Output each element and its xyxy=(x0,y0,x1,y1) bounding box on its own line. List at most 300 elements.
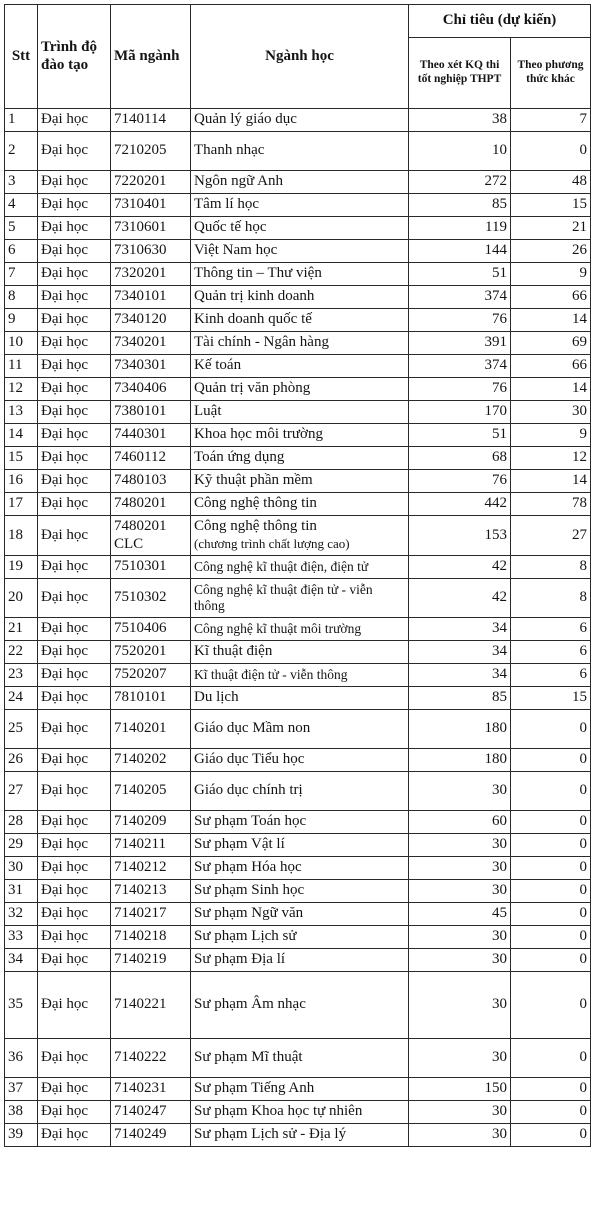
cell-quota-thpt: 144 xyxy=(409,240,511,263)
cell-code: 7510301 xyxy=(111,556,191,579)
table-row xyxy=(5,972,591,1039)
cell-code: 7140218 xyxy=(111,926,191,949)
cell-level: Đại học xyxy=(38,1039,111,1078)
cell-stt: 25 xyxy=(5,710,38,749)
table-row xyxy=(5,171,591,194)
cell-level: Đại học xyxy=(38,664,111,687)
cell-level: Đại học xyxy=(38,1124,111,1147)
cell-code: 7510302 xyxy=(111,579,191,618)
cell-level: Đại học xyxy=(38,618,111,641)
cell-major xyxy=(191,880,409,903)
cell-quota-thpt: 153 xyxy=(409,516,511,556)
cell-level: Đại học xyxy=(38,579,111,618)
cell-major xyxy=(191,710,409,749)
major-name: Sư phạm Địa lí xyxy=(194,951,286,968)
cell-stt: 10 xyxy=(5,332,38,355)
major-name: Sư phạm Vật lí xyxy=(194,836,285,853)
cell-code: 7480201 CLC xyxy=(111,516,191,556)
cell-code: 7140114 xyxy=(111,109,191,132)
cell-stt: 7 xyxy=(5,263,38,286)
cell-quota-other: 0 xyxy=(511,857,591,880)
cell-stt: 17 xyxy=(5,493,38,516)
cell-major xyxy=(191,447,409,470)
cell-quota-thpt: 30 xyxy=(409,1124,511,1147)
table-row xyxy=(5,493,591,516)
cell-level: Đại học xyxy=(38,286,111,309)
cell-code: 7140209 xyxy=(111,811,191,834)
cell-major xyxy=(191,401,409,424)
major-name: Công nghệ thông tin xyxy=(194,518,317,535)
cell-level: Đại học xyxy=(38,880,111,903)
table-row xyxy=(5,1039,591,1078)
cell-code: 7140213 xyxy=(111,880,191,903)
major-name: Công nghệ kĩ thuật điện, điện tử xyxy=(194,559,369,575)
major-name: Khoa học môi trường xyxy=(194,426,323,443)
cell-major xyxy=(191,903,409,926)
table-row xyxy=(5,641,591,664)
cell-code: 7210205 xyxy=(111,132,191,171)
cell-major xyxy=(191,556,409,579)
cell-stt: 9 xyxy=(5,309,38,332)
table-row xyxy=(5,1101,591,1124)
cell-quota-thpt: 10 xyxy=(409,132,511,171)
cell-quota-thpt: 34 xyxy=(409,618,511,641)
cell-quota-thpt: 30 xyxy=(409,834,511,857)
major-name: Quản trị văn phòng xyxy=(194,380,311,397)
cell-quota-thpt: 374 xyxy=(409,355,511,378)
header-quota-thpt: Theo xét KQ thi tốt nghiệp THPT xyxy=(409,38,511,109)
cell-code: 7480103 xyxy=(111,470,191,493)
cell-major xyxy=(191,687,409,710)
cell-quota-other: 0 xyxy=(511,132,591,171)
cell-level: Đại học xyxy=(38,516,111,556)
cell-stt: 1 xyxy=(5,109,38,132)
cell-major xyxy=(191,618,409,641)
cell-level: Đại học xyxy=(38,378,111,401)
cell-stt: 5 xyxy=(5,217,38,240)
cell-quota-thpt: 30 xyxy=(409,857,511,880)
cell-level: Đại học xyxy=(38,401,111,424)
cell-major xyxy=(191,171,409,194)
cell-code: 7140217 xyxy=(111,903,191,926)
table-row xyxy=(5,811,591,834)
cell-level: Đại học xyxy=(38,447,111,470)
cell-quota-thpt: 150 xyxy=(409,1078,511,1101)
cell-quota-thpt: 30 xyxy=(409,949,511,972)
cell-quota-thpt: 60 xyxy=(409,811,511,834)
cell-code: 7140219 xyxy=(111,949,191,972)
cell-quota-other: 15 xyxy=(511,687,591,710)
table-row xyxy=(5,1124,591,1147)
cell-code: 7140212 xyxy=(111,857,191,880)
cell-major xyxy=(191,355,409,378)
table-row xyxy=(5,880,591,903)
cell-code: 7520201 xyxy=(111,641,191,664)
cell-stt: 37 xyxy=(5,1078,38,1101)
major-name: Quản trị kinh doanh xyxy=(194,288,315,305)
cell-major xyxy=(191,516,409,556)
cell-code: 7140201 xyxy=(111,710,191,749)
table-row xyxy=(5,355,591,378)
cell-code: 7140221 xyxy=(111,972,191,1039)
cell-code: 7140222 xyxy=(111,1039,191,1078)
cell-quota-other: 30 xyxy=(511,401,591,424)
major-name: Toán ứng dụng xyxy=(194,449,285,466)
cell-quota-thpt: 30 xyxy=(409,1101,511,1124)
cell-major xyxy=(191,926,409,949)
table-header xyxy=(5,5,591,109)
major-name: Du lịch xyxy=(194,689,239,706)
major-name: Tâm lí học xyxy=(194,196,259,213)
cell-code: 7340301 xyxy=(111,355,191,378)
cell-level: Đại học xyxy=(38,834,111,857)
cell-major xyxy=(191,493,409,516)
cell-level: Đại học xyxy=(38,332,111,355)
table-row xyxy=(5,194,591,217)
cell-major xyxy=(191,309,409,332)
cell-level: Đại học xyxy=(38,171,111,194)
cell-quota-other: 7 xyxy=(511,109,591,132)
cell-quota-other: 9 xyxy=(511,424,591,447)
cell-major xyxy=(191,641,409,664)
cell-quota-thpt: 85 xyxy=(409,194,511,217)
cell-quota-other: 78 xyxy=(511,493,591,516)
cell-code: 7440301 xyxy=(111,424,191,447)
major-name: Việt Nam học xyxy=(194,242,278,259)
cell-quota-other: 0 xyxy=(511,949,591,972)
cell-level: Đại học xyxy=(38,949,111,972)
major-name: Sư phạm Tiếng Anh xyxy=(194,1080,315,1097)
cell-major xyxy=(191,1101,409,1124)
cell-major xyxy=(191,811,409,834)
major-name: Kĩ thuật điện tử - viễn thông xyxy=(194,667,348,683)
cell-quota-thpt: 42 xyxy=(409,579,511,618)
major-name: Thông tin – Thư viện xyxy=(194,265,322,282)
table-row xyxy=(5,949,591,972)
major-name: Sư phạm Toán học xyxy=(194,813,307,830)
major-name: Công nghệ kĩ thuật môi trường xyxy=(194,621,362,637)
cell-level: Đại học xyxy=(38,903,111,926)
major-name: Sư phạm Âm nhạc xyxy=(194,996,306,1013)
cell-major xyxy=(191,579,409,618)
cell-level: Đại học xyxy=(38,772,111,811)
cell-quota-thpt: 42 xyxy=(409,556,511,579)
cell-stt: 36 xyxy=(5,1039,38,1078)
table-row xyxy=(5,447,591,470)
cell-major xyxy=(191,240,409,263)
cell-code: 7340101 xyxy=(111,286,191,309)
cell-quota-other: 14 xyxy=(511,309,591,332)
cell-stt: 24 xyxy=(5,687,38,710)
cell-quota-other: 9 xyxy=(511,263,591,286)
cell-quota-thpt: 442 xyxy=(409,493,511,516)
major-note: (chương trình chất lượng cao) xyxy=(194,535,350,551)
cell-level: Đại học xyxy=(38,109,111,132)
cell-quota-thpt: 85 xyxy=(409,687,511,710)
cell-quota-thpt: 272 xyxy=(409,171,511,194)
cell-stt: 14 xyxy=(5,424,38,447)
cell-code: 7810101 xyxy=(111,687,191,710)
cell-quota-other: 21 xyxy=(511,217,591,240)
major-name: Quốc tế học xyxy=(194,219,267,236)
table-row xyxy=(5,903,591,926)
cell-stt: 21 xyxy=(5,618,38,641)
cell-quota-other: 0 xyxy=(511,834,591,857)
cell-quota-other: 0 xyxy=(511,811,591,834)
major-name: Sư phạm Khoa học tự nhiên xyxy=(194,1103,363,1120)
cell-code: 7140231 xyxy=(111,1078,191,1101)
cell-level: Đại học xyxy=(38,926,111,949)
cell-level: Đại học xyxy=(38,972,111,1039)
cell-level: Đại học xyxy=(38,749,111,772)
cell-quota-other: 0 xyxy=(511,749,591,772)
cell-quota-other: 0 xyxy=(511,1101,591,1124)
cell-quota-thpt: 30 xyxy=(409,1039,511,1078)
cell-quota-thpt: 51 xyxy=(409,263,511,286)
cell-quota-other: 6 xyxy=(511,618,591,641)
cell-major xyxy=(191,834,409,857)
table-body xyxy=(5,109,591,1147)
cell-quota-other: 0 xyxy=(511,710,591,749)
cell-stt: 31 xyxy=(5,880,38,903)
cell-stt: 26 xyxy=(5,749,38,772)
cell-level: Đại học xyxy=(38,240,111,263)
table-row xyxy=(5,1078,591,1101)
cell-quota-other: 0 xyxy=(511,903,591,926)
major-name: Giáo dục Mầm non xyxy=(194,720,311,737)
cell-quota-thpt: 180 xyxy=(409,749,511,772)
cell-major xyxy=(191,194,409,217)
major-name: Kế toán xyxy=(194,357,242,374)
cell-quota-thpt: 34 xyxy=(409,641,511,664)
cell-level: Đại học xyxy=(38,687,111,710)
cell-major xyxy=(191,424,409,447)
major-name: Kĩ thuật điện xyxy=(194,643,273,660)
cell-quota-other: 8 xyxy=(511,556,591,579)
cell-major xyxy=(191,332,409,355)
cell-stt: 35 xyxy=(5,972,38,1039)
cell-code: 7460112 xyxy=(111,447,191,470)
cell-quota-thpt: 374 xyxy=(409,286,511,309)
cell-major xyxy=(191,217,409,240)
cell-level: Đại học xyxy=(38,263,111,286)
table-row xyxy=(5,286,591,309)
cell-level: Đại học xyxy=(38,641,111,664)
cell-major xyxy=(191,1039,409,1078)
cell-stt: 4 xyxy=(5,194,38,217)
cell-quota-other: 26 xyxy=(511,240,591,263)
cell-major xyxy=(191,857,409,880)
table-row xyxy=(5,556,591,579)
cell-stt: 39 xyxy=(5,1124,38,1147)
cell-stt: 6 xyxy=(5,240,38,263)
table-row xyxy=(5,309,591,332)
cell-stt: 22 xyxy=(5,641,38,664)
table-row xyxy=(5,470,591,493)
table-row xyxy=(5,772,591,811)
cell-major xyxy=(191,132,409,171)
cell-major xyxy=(191,378,409,401)
cell-code: 7140211 xyxy=(111,834,191,857)
cell-major xyxy=(191,1124,409,1147)
major-name: Thanh nhạc xyxy=(194,142,265,159)
cell-quota-thpt: 76 xyxy=(409,309,511,332)
cell-level: Đại học xyxy=(38,217,111,240)
major-name: Quản lý giáo dục xyxy=(194,111,297,128)
cell-quota-other: 0 xyxy=(511,972,591,1039)
cell-quota-thpt: 180 xyxy=(409,710,511,749)
cell-code: 7220201 xyxy=(111,171,191,194)
table-row xyxy=(5,132,591,171)
cell-code: 7510406 xyxy=(111,618,191,641)
cell-code: 7310630 xyxy=(111,240,191,263)
cell-major xyxy=(191,949,409,972)
cell-code: 7340406 xyxy=(111,378,191,401)
cell-code: 7140205 xyxy=(111,772,191,811)
major-name: Sư phạm Lịch sử xyxy=(194,928,297,945)
cell-major xyxy=(191,109,409,132)
cell-major xyxy=(191,263,409,286)
cell-stt: 16 xyxy=(5,470,38,493)
table-row xyxy=(5,926,591,949)
cell-major xyxy=(191,972,409,1039)
cell-quota-other: 6 xyxy=(511,664,591,687)
major-name: Công nghệ kĩ thuật điện tử - viễn thông xyxy=(194,582,373,613)
cell-quota-other: 8 xyxy=(511,579,591,618)
cell-quota-thpt: 119 xyxy=(409,217,511,240)
table-row xyxy=(5,687,591,710)
cell-quota-other: 0 xyxy=(511,772,591,811)
cell-level: Đại học xyxy=(38,309,111,332)
cell-level: Đại học xyxy=(38,132,111,171)
cell-code: 7480201 xyxy=(111,493,191,516)
cell-major xyxy=(191,470,409,493)
cell-quota-other: 69 xyxy=(511,332,591,355)
cell-level: Đại học xyxy=(38,194,111,217)
cell-quota-other: 48 xyxy=(511,171,591,194)
cell-stt: 3 xyxy=(5,171,38,194)
cell-stt: 30 xyxy=(5,857,38,880)
cell-code: 7340201 xyxy=(111,332,191,355)
cell-quota-thpt: 34 xyxy=(409,664,511,687)
cell-code: 7340120 xyxy=(111,309,191,332)
major-name: Sư phạm Lịch sử - Địa lý xyxy=(194,1126,347,1143)
cell-quota-other: 0 xyxy=(511,926,591,949)
cell-quota-other: 12 xyxy=(511,447,591,470)
major-name: Kinh doanh quốc tế xyxy=(194,311,312,328)
table-row xyxy=(5,834,591,857)
table-row xyxy=(5,749,591,772)
table-row xyxy=(5,401,591,424)
major-name: Giáo dục Tiểu học xyxy=(194,751,305,768)
cell-stt: 2 xyxy=(5,132,38,171)
table-row xyxy=(5,516,591,556)
cell-quota-thpt: 51 xyxy=(409,424,511,447)
cell-quota-other: 6 xyxy=(511,641,591,664)
header-stt: Stt xyxy=(5,5,38,109)
cell-stt: 12 xyxy=(5,378,38,401)
cell-quota-other: 0 xyxy=(511,1078,591,1101)
header-code: Mã ngành xyxy=(111,5,191,109)
cell-stt: 8 xyxy=(5,286,38,309)
table-row xyxy=(5,263,591,286)
major-name: Tài chính - Ngân hàng xyxy=(194,334,329,351)
cell-stt: 27 xyxy=(5,772,38,811)
cell-code: 7310601 xyxy=(111,217,191,240)
cell-stt: 20 xyxy=(5,579,38,618)
cell-quota-thpt: 45 xyxy=(409,903,511,926)
header-quota: Chỉ tiêu (dự kiến) xyxy=(409,5,591,38)
cell-quota-thpt: 38 xyxy=(409,109,511,132)
cell-stt: 33 xyxy=(5,926,38,949)
table-row xyxy=(5,378,591,401)
cell-stt: 15 xyxy=(5,447,38,470)
cell-quota-thpt: 170 xyxy=(409,401,511,424)
cell-code: 7140249 xyxy=(111,1124,191,1147)
cell-level: Đại học xyxy=(38,1078,111,1101)
table-row xyxy=(5,664,591,687)
cell-stt: 18 xyxy=(5,516,38,556)
admission-quota-table xyxy=(4,4,591,1147)
cell-level: Đại học xyxy=(38,556,111,579)
cell-major xyxy=(191,1078,409,1101)
cell-code: 7310401 xyxy=(111,194,191,217)
major-name: Công nghệ thông tin xyxy=(194,495,317,512)
major-name: Luật xyxy=(194,403,222,420)
header-level: Trình độ đào tạo xyxy=(38,5,111,109)
cell-level: Đại học xyxy=(38,493,111,516)
cell-quota-thpt: 68 xyxy=(409,447,511,470)
table-row xyxy=(5,240,591,263)
cell-stt: 32 xyxy=(5,903,38,926)
cell-code: 7140247 xyxy=(111,1101,191,1124)
cell-quota-other: 66 xyxy=(511,286,591,309)
cell-stt: 13 xyxy=(5,401,38,424)
cell-quota-thpt: 30 xyxy=(409,926,511,949)
table-row xyxy=(5,857,591,880)
table-row xyxy=(5,710,591,749)
cell-quota-other: 14 xyxy=(511,378,591,401)
table-row xyxy=(5,217,591,240)
table-row xyxy=(5,618,591,641)
cell-stt: 23 xyxy=(5,664,38,687)
major-name: Giáo dục chính trị xyxy=(194,782,303,799)
cell-level: Đại học xyxy=(38,355,111,378)
cell-code: 7380101 xyxy=(111,401,191,424)
cell-quota-other: 15 xyxy=(511,194,591,217)
cell-code: 7140202 xyxy=(111,749,191,772)
cell-quota-thpt: 30 xyxy=(409,972,511,1039)
cell-quota-thpt: 391 xyxy=(409,332,511,355)
cell-quota-other: 14 xyxy=(511,470,591,493)
header-major: Ngành học xyxy=(191,5,409,109)
cell-code: 7520207 xyxy=(111,664,191,687)
cell-level: Đại học xyxy=(38,470,111,493)
cell-quota-thpt: 30 xyxy=(409,772,511,811)
major-name: Kỹ thuật phần mềm xyxy=(194,472,313,489)
cell-quota-thpt: 76 xyxy=(409,378,511,401)
cell-major xyxy=(191,664,409,687)
cell-stt: 29 xyxy=(5,834,38,857)
cell-quota-other: 0 xyxy=(511,1124,591,1147)
cell-quota-thpt: 30 xyxy=(409,880,511,903)
table-row xyxy=(5,332,591,355)
major-name: Sư phạm Ngữ văn xyxy=(194,905,304,922)
cell-stt: 28 xyxy=(5,811,38,834)
cell-code: 7320201 xyxy=(111,263,191,286)
cell-level: Đại học xyxy=(38,857,111,880)
cell-stt: 38 xyxy=(5,1101,38,1124)
